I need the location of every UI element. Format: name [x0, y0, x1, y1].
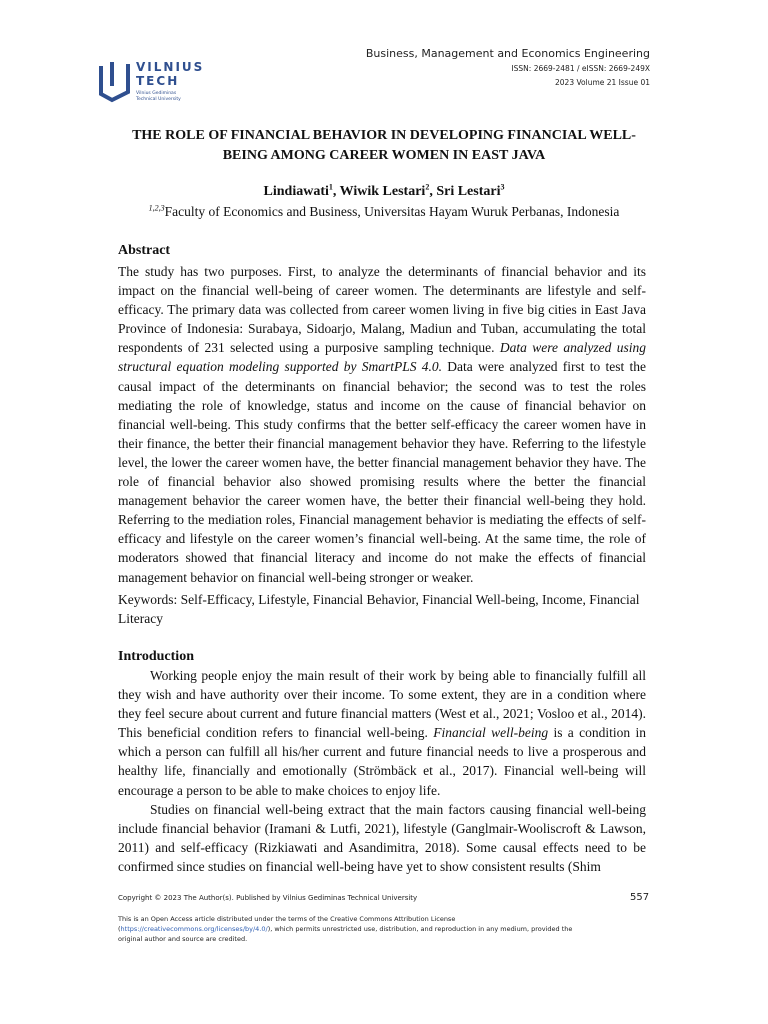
- abstract-text: [118, 262, 646, 587]
- author-affil-number: 1: [328, 182, 333, 192]
- affiliation: [118, 202, 650, 222]
- intro-text-part: Working people enjoy the main result of their work by being able to financially fulfill all they wish and have authority over their income. To some extent, they are in a condition where they feel secure about current and future financial matters (West et al., 2021; Vosloo et al., 2014). This beneficial condition refers to financial well-being.: [118, 668, 646, 741]
- logo-sub-line1: Vilnius Gediminas: [136, 91, 177, 96]
- author-affil-number: 2: [425, 182, 430, 192]
- author-name: Lindiawati: [263, 184, 329, 199]
- author-name: Wiwik Lestari: [339, 184, 426, 199]
- author-list: [118, 182, 650, 202]
- logo-sub-text: [136, 91, 181, 102]
- journal-name: Business, Management and Economics Engineering: [365, 47, 650, 60]
- logo-brand-line1: VILNIUS: [136, 60, 205, 74]
- paper-title: [118, 126, 650, 166]
- abstract-text-part: Data were analyzed first to test the causal impact of the determinants on financial behavior; the second was to test the roles mediating the role of knowledge, status and income on the cause of financial behavior on financial well-being. This study confirms that the better self-efficacy the career women have in their finance, the better their financial management behavior they have. Referring to the lifestyle level, the lower the career women have, the better financial management behavior they have. The role of financial behavior also showed promising results where the better the financial management behavior the career women have, the better their financial well-being they hold. Referring to the mediation roles, Financial management behavior is mediating the effects of self-efficacy and lifestyle on the career women’s financial well-being. At the same time, the role of moderators showed that financial literacy and income do not make the effects of financial management behavior on financial well-being stronger or weaker.: [118, 359, 646, 585]
- author-name: Sri Lestari: [436, 184, 501, 199]
- logo-brand-line2: TECH: [136, 74, 180, 88]
- journal-issn: ISSN: 2669-2481 / eISSN: 2669-249X: [511, 64, 650, 73]
- vilnius-tech-logo: [98, 60, 228, 106]
- footer-copyright: Copyright © 2023 The Author(s). Published by Vilnius Gediminas Technical University: [118, 894, 418, 902]
- journal-volume: 2023 Volume 21 Issue 01: [555, 78, 650, 87]
- journal-info: [366, 46, 650, 90]
- license-notice: [118, 914, 578, 944]
- title-line2: BEING AMONG CAREER WOMEN IN EAST JAVA: [222, 148, 546, 163]
- logo-brand-text: [136, 60, 204, 88]
- introduction-paragraph-1: [118, 666, 646, 800]
- affiliation-text: Faculty of Economics and Business, Universitas Hayam Wuruk Perbanas, Indonesia: [164, 204, 620, 219]
- page-number: 557: [630, 892, 650, 903]
- logo-mark-icon: [98, 60, 132, 104]
- logo-sub-line2: Technical University: [136, 96, 181, 102]
- intro-text-part: is a condition in which a person can fulfill all his/her current and future financial needs to live a prosperous and healthy life, financially and emotionally (Strömbäck et al., 2017). Financial well-being will encourage a person to be able to make choices to enjoy life.: [118, 725, 647, 798]
- keywords: Keywords: Self-Efficacy, Lifestyle, Financial Behavior, Financial Well-being, Income, Financial Literacy: [118, 592, 640, 627]
- affiliation-numbers: 1,2,3: [148, 203, 165, 213]
- abstract-text-italic: Data were analyzed using structural equation modeling supported by SmartPLS 4.0.: [118, 340, 647, 375]
- license-text: ), which permits unrestricted use, distribution, and reproduction in any medium, provided the original author and source are credited.: [118, 925, 573, 943]
- author-affil-number: 3: [500, 182, 505, 192]
- author-separator: ,: [429, 184, 437, 199]
- author-separator: ,: [332, 184, 340, 199]
- introduction-heading: Introduction: [118, 649, 194, 664]
- license-text: This is an Open Access article distributed under the terms of the Creative Commons Attribution License (: [118, 915, 456, 933]
- abstract-heading: Abstract: [118, 243, 171, 258]
- introduction-paragraph-2: Studies on financial well-being extract that the main factors causing financial well-being include financial behavior (Iramani & Lutfi, 2021), lifestyle (Ganglmair-Wooliscroft & Lawson, 2011) and self-efficacy (Rizkiawati and Asandimitra, 2018). Some causal effects need to be confirmed since studies on financial well-being have yet to show consistent results (Shim: [118, 802, 646, 875]
- title-line1: THE ROLE OF FINANCIAL BEHAVIOR IN DEVELOPING FINANCIAL WELL-: [132, 128, 636, 143]
- abstract-text-part: The study has two purposes. First, to analyze the determinants of financial behavior and its impact on the financial well-being of career women. The determinants are lifestyle and self-efficacy. The primary data was collected from career women living in five big cities in East Java Province of Indonesia: Surabaya, Sidoarjo, Malang, Madiun and Tuban, accumulating the total respondents of 231 selected using a purposive sampling technique.: [118, 264, 646, 356]
- license-link[interactable]: https://creativecommons.org/licenses/by/4.0/: [120, 925, 268, 933]
- intro-text-italic: Financial well-being: [433, 725, 549, 741]
